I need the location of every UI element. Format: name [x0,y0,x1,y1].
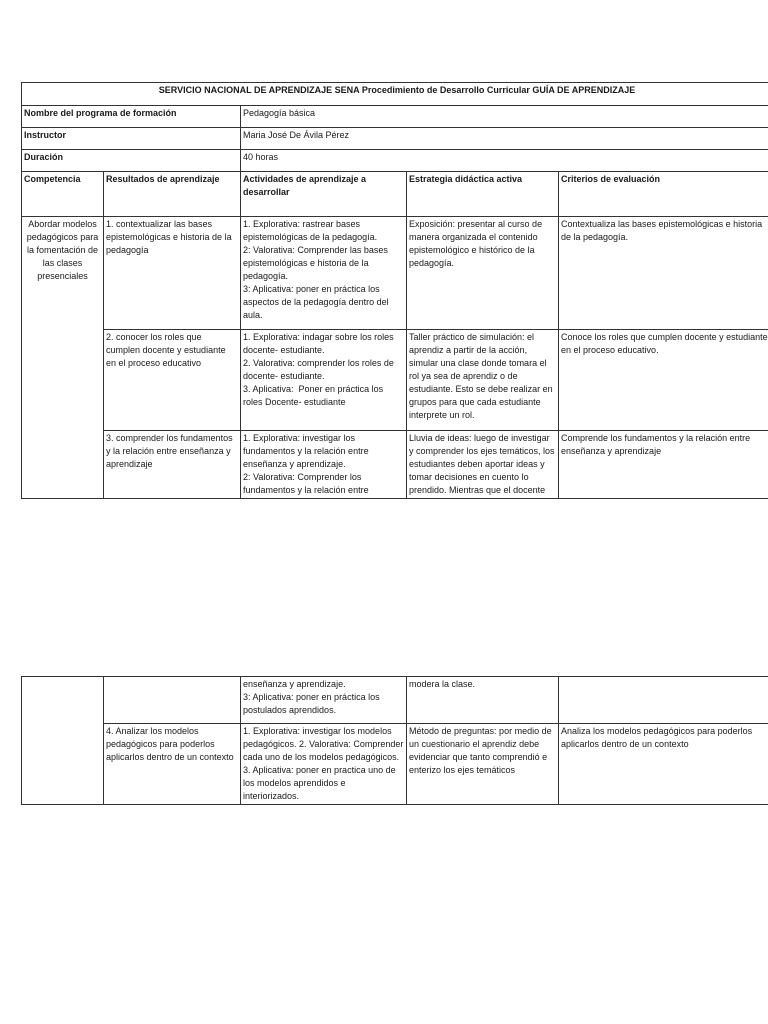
resultado-1: 1. contextualizar las bases epistemológicas e historia de la pedagogía [104,217,241,330]
actividad-3-1: 1. Explorativa: investigar los fundamentos y la relación entre enseñanza y aprendizaje. [243,433,372,469]
actividades-4 [241,724,407,805]
learning-guide-table-page-2 [21,676,768,805]
actividad-cont-1: enseñanza y aprendizaje. [243,679,346,689]
actividad-4-2: 3. Aplicativa: poner en practica uno de los modelos aprendidos e interiorizados. [243,765,399,801]
program-value: Pedagogía básica [241,106,768,128]
criterio-3: Comprende los fundamentos y la relación entre enseñanza y aprendizaje [559,431,768,499]
criterio-continuation [559,677,768,724]
estrategia-continuation: modera la clase. [407,677,559,724]
document-title: SERVICIO NACIONAL DE APRENDIZAJE SENA Procedimiento de Desarrollo Curricular GUÍA DE APRENDIZAJE [22,83,768,106]
actividad-2-1: 1. Explorativa: indagar sobre los roles docente- estudiante. [243,332,397,355]
criterio-4: Analiza los modelos pedagógicos para poderlos aplicarlos dentro de un contexto [559,724,768,805]
competencia-continuation-cell [22,677,104,805]
instructor-value: Maria José De Ávila Pérez [241,128,768,150]
actividad-cont-2: 3: Aplicativa: poner en práctica los postulados aprendidos. [243,692,383,715]
actividad-4-1: 1. Explorativa: investigar los modelos pedagógicos. 2. Valorativa: Comprender cada uno de los modelos pedagógicos. [243,726,406,762]
learning-guide-table-page-1 [21,82,768,499]
estrategia-1: Exposición: presentar al curso de manera organizada el contenido epistemológico e histórico de la pedagogía. [407,217,559,330]
actividad-1-1: 1. Explorativa: rastrear bases epistemológicas de la pedagogía. [243,219,378,242]
criterio-2: Conoce los roles que cumplen docente y estudiante en el proceso educativo. [559,330,768,431]
header-estrategia: Estrategia didáctica activa [407,172,559,217]
actividad-3-2: 2: Valorativa: Comprender los fundamentos y la relación entre [243,472,369,495]
actividades-3 [241,431,407,499]
header-actividades: Actividades de aprendizaje a desarrollar [241,172,407,217]
program-label: Nombre del programa de formación [22,106,241,128]
actividades-continuation [241,677,407,724]
competencia-cell: Abordar modelos pedagógicos para la fomentación de las clases presenciales [22,217,104,499]
actividades-1 [241,217,407,330]
duration-label: Duración [22,150,241,172]
instructor-label: Instructor [22,128,241,150]
actividad-2-3: 3. Aplicativa: Poner en práctica los roles Docente- estudiante [243,384,386,407]
actividad-2-2: 2. Valorativa: comprender los roles de docente- estudiante. [243,358,397,381]
resultado-continuation [104,677,241,724]
criterio-1: Contextualiza las bases epistemológicas e historia de la pedagogía. [559,217,768,330]
header-competencia: Competencia [22,172,104,217]
header-criterios: Criterios de evaluación [559,172,768,217]
resultado-2: 2. conocer los roles que cumplen docente y estudiante en el proceso educativo [104,330,241,431]
estrategia-2: Taller práctico de simulación: el aprendiz a partir de la acción, simular una clase donde tomara el rol ya sea de aprendiz o de estudiante. Esto se debe realizar en grupos para que cada estudiante interprete un rol. [407,330,559,431]
actividad-1-2: 2: Valorativa: Comprender las bases epistemológicas e historia de la pedagogía. [243,245,391,281]
header-resultados: Resultados de aprendizaje [104,172,241,217]
estrategia-4: Método de preguntas: por medio de un cuestionario el aprendiz debe evidenciar que tanto comprendió e enterizo los ejes temáticos [407,724,559,805]
estrategia-3: Lluvia de ideas: luego de investigar y comprender los ejes temáticos, los estudiantes deben aportar ideas y tomar decisiones en cuento lo prendido. Mientras que el docente [407,431,559,499]
resultado-3: 3. comprender los fundamentos y la relación entre enseñanza y aprendizaje [104,431,241,499]
actividades-2 [241,330,407,431]
actividad-1-3: 3: Aplicativa: poner en práctica los aspectos de la pedagogía dentro del aula. [243,284,392,320]
resultado-4: 4. Analizar los modelos pedagógicos para poderlos aplicarlos dentro de un contexto [104,724,241,805]
duration-value: 40 horas [241,150,768,172]
